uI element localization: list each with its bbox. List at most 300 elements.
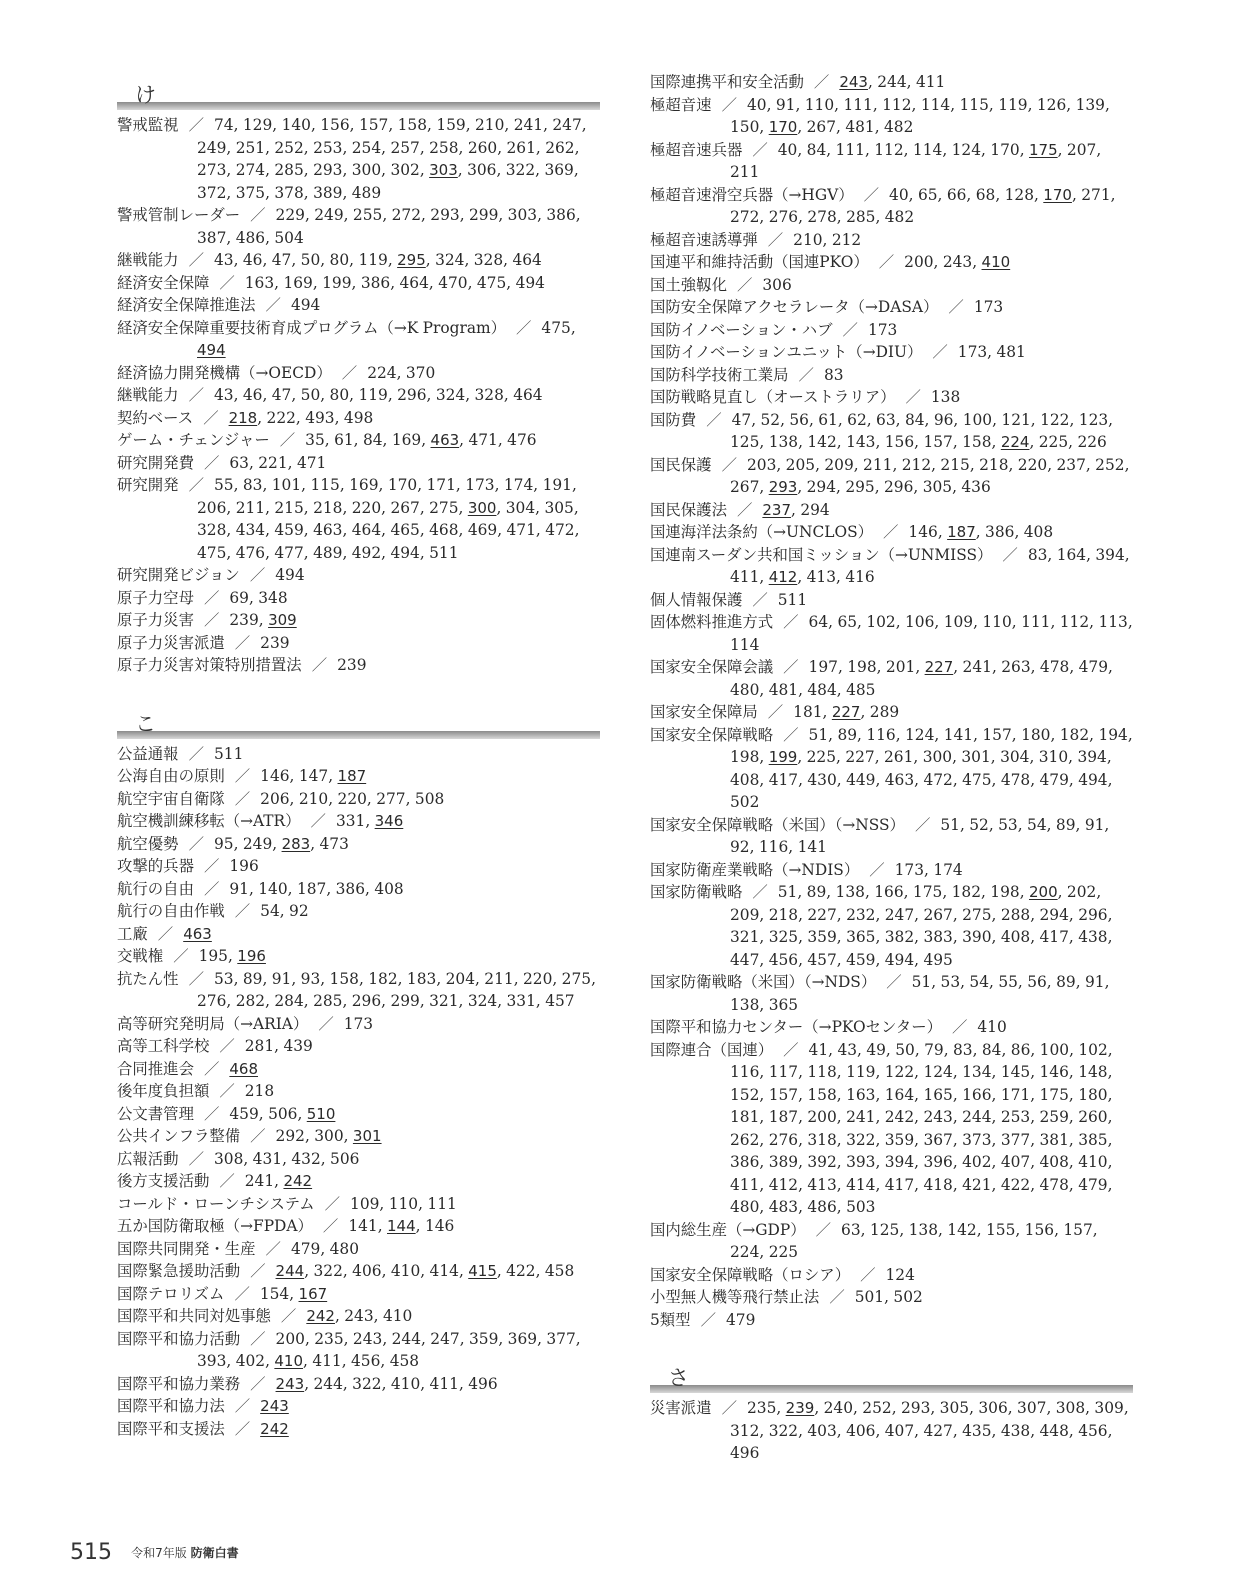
page-ref: 139 [1075, 95, 1105, 114]
page-ref: 55 [213, 476, 234, 494]
page-ref: 110 [388, 1194, 419, 1213]
page-ref: 480 [730, 1198, 760, 1216]
page-ref: 40 [889, 185, 909, 204]
page-ref-primary: 239 [785, 1399, 815, 1417]
index-term: 経済安全保障推進法 [117, 296, 256, 314]
page-ref: 240 [823, 1399, 853, 1417]
page-ref: 239 [229, 611, 259, 629]
index-entry: 警戒監視 ／ 74, 129, 140, 156, 157, 158, 159, 210, 241, 247, 249, 251, 252, 253, 254, 257, 258, 260, 261, 262, 273, 274, 285, 293, 300, 302, 303, 306, 322, 369, 372, 375, 378, 389, 489 [117, 116, 587, 202]
page-ref: 421 [962, 1175, 992, 1194]
page-ref: 318 [807, 1130, 837, 1149]
index-term: 国家安全保障局 [650, 703, 758, 721]
page-ref: 393 [846, 1153, 876, 1171]
separator: ／ [706, 410, 722, 429]
index-term: 固体燃料推進方式 [650, 613, 774, 631]
page-ref: 89 [806, 883, 827, 901]
page-ref: 377 [546, 1329, 576, 1348]
separator: ／ [860, 1265, 876, 1284]
page-ref: 173 [465, 476, 495, 494]
page-ref: 481 [768, 680, 799, 699]
index-entry: 公海自由の原則 ／ 146, 147, 187 [117, 767, 367, 785]
page-ref-primary: 410 [981, 253, 1011, 271]
page-ref: 508 [414, 789, 445, 808]
section-kana: さ [668, 1366, 689, 1390]
page-ref: 469 [467, 521, 498, 539]
page-ref: 163 [846, 1085, 876, 1104]
page-ref: 498 [343, 408, 374, 427]
index-term: 国際平和協力活動 [117, 1329, 241, 1348]
page-ref: 506 [268, 1104, 298, 1123]
page-ref: 365 [768, 995, 799, 1014]
separator: ／ [1002, 545, 1018, 564]
page-ref: 328 [474, 386, 504, 404]
page-ref: 218 [244, 1082, 275, 1100]
index-term: 原子力災害派遣 [117, 633, 225, 652]
page-ref: 187 [296, 879, 327, 898]
page-ref: 150 [730, 118, 760, 136]
index-entry: 極超音速兵器 ／ 40, 84, 111, 112, 114, 124, 170, 175, 207, 211 [650, 140, 1102, 181]
page-ref: 261 [884, 748, 914, 766]
page-ref: 187 [768, 1108, 799, 1126]
index-entry: 高等工科学校 ／ 281, 439 [117, 1037, 313, 1055]
page-ref: 267 [390, 498, 420, 517]
page-ref: 275 [561, 969, 592, 988]
separator: ／ [311, 656, 328, 674]
page-ref: 225 [768, 1243, 799, 1261]
page-ref: 56 [1027, 973, 1047, 991]
page-ref: 125 [730, 433, 760, 451]
separator: ／ [250, 1329, 266, 1348]
page-ref: 410 [977, 1018, 1007, 1036]
index-entry [117, 1058, 600, 1081]
page-ref: 53 [940, 973, 961, 991]
page-ref: 100 [962, 410, 993, 429]
page-ref: 129 [242, 116, 273, 134]
index-entry: 抗たん性 ／ 53, 89, 91, 93, 158, 182, 183, 204, 211, 220, 275, 276, 282, 284, 285, 296, 299, 321, 324, 331, 457 [117, 969, 596, 1010]
separator: ／ [203, 611, 220, 629]
page-ref: 382 [884, 928, 915, 946]
page-ref-primary: 412 [768, 568, 798, 586]
separator: ／ [842, 320, 858, 339]
page-ref: 118 [807, 1063, 837, 1081]
page-ref: 369 [544, 161, 574, 179]
page-ref: 408 [1039, 1153, 1069, 1171]
page-ref: 471 [468, 431, 498, 449]
page-ref: 300 [314, 1127, 344, 1145]
index-term: 国防安全保障アクセラレータ（→DASA） [650, 298, 939, 316]
page-ref: 119 [358, 251, 388, 269]
page-ref: 204 [445, 969, 475, 988]
index-term: 後年度負担額 [117, 1082, 210, 1100]
page-ref: 325 [768, 928, 799, 946]
page-ref: 417 [768, 770, 799, 789]
page-ref: 413 [806, 568, 837, 586]
page-ref: 115 [310, 476, 340, 494]
page-ref: 322 [768, 1421, 799, 1440]
page-ref: 263 [1001, 658, 1031, 676]
page-ref: 331 [335, 812, 366, 830]
page-ref: 249 [314, 206, 344, 224]
index-term: 個人情報保護 [650, 590, 743, 609]
index-entry: 研究開発 ／ 55, 83, 101, 115, 169, 170, 171, 173, 174, 191, 206, 211, 215, 218, 220, 267, 275, 300, 304, 305, 328, 434, 459, 463, 464, 465, 468, 469, 471, 472, 475, 476, 477, 489, 492, 494, 511 [117, 476, 580, 562]
page-ref: 109 [350, 1194, 380, 1213]
index-entry [650, 1309, 1133, 1332]
page-ref: 377 [1000, 1130, 1031, 1149]
page-ref: 49 [866, 1040, 886, 1059]
page-ref: 389 [313, 183, 343, 202]
page-ref: 243 [942, 253, 973, 271]
index-entry: 国内総生産（→GDP） ／ 63, 125, 138, 142, 155, 156, 157, 224, 225 [650, 1220, 1098, 1261]
page-ref: 199 [322, 273, 352, 292]
page-ref: 324 [467, 992, 498, 1010]
separator: ／ [279, 431, 296, 449]
page-ref: 157 [982, 725, 1012, 744]
page-ref: 195 [198, 947, 228, 965]
page-ref: 124 [905, 725, 935, 744]
page-ref: 173 [973, 298, 1004, 316]
page-ref-primary: 309 [268, 611, 297, 629]
page-ref: 241 [846, 1108, 876, 1126]
page-ref: 124 [951, 140, 981, 159]
index-term: 国家安全保障会議 [650, 658, 774, 676]
index-entry: 継戦能力 ／ 43, 46, 47, 50, 80, 119, 295, 324, 328, 464 [117, 251, 542, 269]
page-ref: 274 [235, 161, 266, 179]
page-ref: 142 [807, 433, 837, 451]
page-ref: 92 [730, 838, 750, 856]
page-ref-primary: 410 [274, 1352, 304, 1370]
page-ref: 506 [330, 1149, 360, 1168]
separator: ／ [250, 206, 266, 224]
page-ref: 141 [943, 725, 974, 744]
page-ref: 50 [895, 1040, 915, 1059]
separator: ／ [219, 273, 235, 292]
page-ref: 385 [1078, 1130, 1108, 1149]
page-ref: 220 [351, 498, 382, 517]
page-ref: 447 [730, 950, 760, 969]
page-ref: 114 [730, 635, 760, 654]
index-term: 国防費 [650, 410, 697, 429]
index-entry: 研究開発費 ／ 63, 221, 471 [117, 453, 327, 472]
page-ref: 152 [730, 1085, 760, 1104]
page-ref: 170 [990, 140, 1020, 159]
page-ref: 410 [1078, 1153, 1108, 1171]
page-ref: 148 [1078, 1063, 1108, 1081]
page-ref: 171 [426, 476, 456, 494]
page-ref: 402 [235, 1352, 266, 1370]
index-term: 公共インフラ整備 [117, 1127, 241, 1145]
page-ref: 411 [312, 1352, 342, 1370]
page-ref: 348 [258, 588, 288, 607]
page-ref: 438 [1000, 1421, 1031, 1440]
page-ref: 464 [512, 251, 542, 269]
index-term: 原子力災害 [117, 611, 194, 629]
page-ref: 140 [258, 879, 288, 898]
page-ref: 169 [391, 431, 422, 449]
page-ref: 383 [923, 928, 953, 946]
index-term: 航行の自由作戦 [117, 902, 225, 920]
page-ref: 456 [1078, 1421, 1108, 1440]
page-ref: 117 [768, 1063, 799, 1081]
page-ref: 181 [793, 703, 823, 721]
page-ref: 109 [943, 613, 974, 631]
index-term: 国家防衛産業戦略（→NDIS） [650, 860, 860, 879]
page-ref: 209 [824, 455, 854, 474]
separator: ／ [188, 116, 204, 134]
page-ref: 124 [923, 1063, 953, 1081]
page-ref: 146 [260, 767, 290, 785]
page-ref: 56 [789, 410, 809, 429]
page-ref: 406 [352, 1262, 382, 1280]
separator: ／ [234, 902, 251, 920]
separator: ／ [700, 1310, 716, 1329]
page-ref: 254 [351, 138, 382, 157]
index-term: 国際テロリズム [117, 1284, 225, 1303]
page-ref: 243 [352, 1329, 383, 1348]
page-ref: 386 [360, 273, 391, 292]
page-ref: 475 [476, 273, 507, 292]
page-ref: 494 [290, 296, 321, 314]
index-entry: 国際平和協力活動 ／ 200, 235, 243, 244, 247, 359, 369, 377, 393, 402, 410, 411, 456, 458 [117, 1329, 581, 1370]
page-ref: 276 [768, 1130, 799, 1149]
page-ref: 156 [884, 433, 915, 451]
index-term: 国際連携平和安全活動 [650, 73, 804, 91]
separator: ／ [203, 857, 220, 875]
index-entry: 極超音速 ／ 40, 91, 110, 111, 112, 114, 115, 119, 126, 139, 150, 170, 267, 481, 482 [650, 95, 1110, 136]
page-ref: 359 [884, 1130, 915, 1149]
index-term: 国際平和協力センター（→PKOセンター） [650, 1018, 942, 1036]
index-entry: 国防費 ／ 47, 52, 56, 61, 62, 63, 84, 96, 100, 121, 122, 123, 125, 138, 142, 143, 156, 157, 158, 224, 225, 226 [650, 410, 1114, 451]
page-ref: 183 [406, 969, 437, 988]
separator: ／ [829, 1288, 845, 1306]
page-ref: 432 [291, 1149, 321, 1168]
page-ref: 227 [845, 748, 875, 766]
page-ref: 479 [725, 1310, 756, 1329]
page-ref: 241 [244, 1172, 275, 1190]
section-kana: け [135, 83, 156, 107]
separator: ／ [188, 1149, 204, 1168]
page-ref: 68 [975, 185, 996, 204]
page-ref: 122 [1040, 410, 1070, 429]
page-ref: 91 [775, 95, 796, 114]
page-ref: 55 [998, 973, 1018, 991]
index-entry: 航空機訓練移転（→ATR） ／ 331, 346 [117, 812, 404, 830]
separator: ／ [219, 1082, 235, 1100]
page-ref: 66 [946, 185, 967, 204]
separator: ／ [736, 500, 753, 519]
page-ref: 483 [768, 1198, 799, 1216]
page-ref: 478 [1039, 658, 1070, 676]
separator: ／ [234, 633, 251, 652]
page-ref: 489 [313, 543, 343, 562]
separator: ／ [783, 1040, 799, 1059]
index-term: 国内総生産（→GDP） [650, 1220, 806, 1239]
page-ref: 501 [854, 1288, 885, 1306]
page-ref: 181 [730, 1108, 760, 1126]
separator: ／ [905, 388, 921, 406]
page-ref: 244 [391, 1329, 421, 1348]
page-ref: 417 [884, 1175, 915, 1194]
section-rule [650, 1385, 1133, 1393]
page-ref: 386 [546, 206, 576, 224]
index-term: 国際平和協力法 [117, 1397, 225, 1415]
page-ref: 486 [235, 228, 266, 247]
page-ref: 200 [904, 253, 934, 271]
page-ref: 456 [768, 950, 799, 969]
page-ref: 331 [506, 992, 536, 1010]
page-ref-primary: 243 [839, 73, 868, 91]
page-ref: 301 [961, 748, 991, 766]
page-ref: 157 [768, 1085, 799, 1104]
index-entry [117, 1080, 600, 1103]
page-ref: 200 [275, 1329, 305, 1348]
page-ref: 260 [467, 138, 498, 157]
page-ref: 171 [1000, 1085, 1031, 1104]
page-ref: 456 [351, 1352, 381, 1370]
index-entry: 五か国防衛取極（→FPDA） ／ 141, 144, 146 [117, 1217, 455, 1235]
index-entry: 国連平和維持活動（国連PKO） ／ 200, 243, 410 [650, 253, 1011, 271]
page-ref: 158 [329, 969, 359, 988]
page-ref: 359 [468, 1329, 499, 1348]
separator: ／ [188, 251, 204, 269]
page-ref: 480 [730, 680, 760, 699]
page-ref: 198 [990, 883, 1020, 901]
separator: ／ [250, 1127, 266, 1145]
page-ref: 54 [260, 902, 280, 920]
index-term: 五か国防衛取極（→FPDA） [117, 1217, 313, 1235]
page-ref: 394 [884, 1153, 915, 1171]
page-ref: 293 [430, 206, 460, 224]
page-ref: 201 [885, 658, 916, 676]
page-ref: 475 [962, 770, 992, 789]
separator: ／ [322, 1217, 339, 1235]
page-ref: 262 [545, 138, 575, 157]
page-ref: 243 [923, 1108, 953, 1126]
page-ref: 138 [768, 433, 799, 451]
page-ref: 277 [376, 789, 406, 808]
page-ref: 300 [351, 161, 382, 179]
page-ref: 141 [348, 1217, 378, 1235]
page-ref-primary: 242 [306, 1307, 335, 1325]
page-ref: 293 [900, 1399, 931, 1417]
index-term: 研究開発費 [117, 453, 194, 472]
page-ref: 299 [468, 206, 499, 224]
page-ref: 243 [344, 1307, 374, 1325]
page-ref: 304 [505, 498, 536, 517]
page-ref: 394 [1095, 545, 1125, 564]
page-ref: 503 [846, 1198, 876, 1216]
index-entry: 公共インフラ整備 ／ 292, 300, 301 [117, 1127, 382, 1145]
separator: ／ [752, 140, 768, 159]
separator: ／ [203, 1059, 220, 1078]
page-ref: 110 [982, 613, 1012, 631]
page-ref: 414 [429, 1262, 459, 1280]
page-ref-primary: 415 [468, 1262, 497, 1280]
page-ref: 464 [513, 386, 543, 404]
page-ref: 321 [429, 992, 459, 1010]
page-ref: 511 [429, 543, 459, 562]
page-ref: 402 [962, 1153, 992, 1171]
page-ref: 464 [351, 521, 382, 539]
page-ref: 122 [884, 1063, 915, 1081]
index-entry [650, 589, 1133, 612]
page-ref: 112 [874, 140, 904, 159]
page-ref: 220 [522, 969, 553, 988]
page-ref: 140 [281, 116, 311, 134]
index-term: 原子力災害対策特別措置法 [117, 656, 302, 674]
page-ref: 477 [274, 543, 304, 562]
page-ref: 124 [885, 1265, 915, 1284]
page-ref: 194 [1098, 725, 1128, 744]
page-ref: 306 [467, 161, 497, 179]
index-entry [650, 386, 1133, 409]
page-ref: 381 [1039, 1130, 1069, 1149]
page-ref: 289 [869, 703, 900, 721]
page-ref: 221 [258, 453, 288, 472]
page-ref: 394 [1077, 748, 1107, 766]
index-entry: 後方支援活動 ／ 241, 242 [117, 1172, 313, 1190]
page-ref: 207 [1066, 140, 1097, 159]
page-ref: 63 [229, 453, 249, 472]
page-ref: 407 [884, 1421, 915, 1440]
separator: ／ [318, 1014, 334, 1033]
page-ref: 292 [275, 1127, 305, 1145]
page-ref: 164 [884, 1085, 915, 1104]
separator: ／ [234, 1419, 251, 1438]
page-ref: 93 [300, 969, 321, 988]
page-ref: 225 [806, 748, 837, 766]
page-ref: 502 [893, 1288, 923, 1306]
index-term: 研究開発ビジョン [117, 566, 240, 584]
page-ref: 262 [730, 1130, 760, 1149]
index-entry: 警戒管制レーダー ／ 229, 249, 255, 272, 293, 299, 303, 386, 387, 486, 504 [117, 206, 581, 247]
page-ref: 369 [507, 1329, 538, 1348]
page-ref: 232 [846, 905, 876, 924]
page-ref: 235 [314, 1329, 344, 1348]
page-ref: 282 [235, 992, 266, 1010]
page-ref: 125 [869, 1220, 900, 1239]
index-term: 極超音速誘導弾 [650, 230, 758, 249]
page-ref: 226 [1077, 433, 1107, 451]
page-ref: 504 [274, 228, 304, 247]
page-ref: 408 [1000, 928, 1031, 946]
page-ref: 489 [351, 183, 382, 202]
index-term: 公文書管理 [117, 1104, 194, 1123]
index-term: 継戦能力 [117, 386, 179, 404]
page-ref: 448 [1039, 1421, 1069, 1440]
index-entry: 契約ベース ／ 218, 222, 493, 498 [117, 408, 374, 427]
page-ref: 51 [777, 883, 798, 901]
page-ref: 422 [506, 1262, 536, 1280]
page-ref: 476 [235, 543, 266, 562]
page-ref: 267 [806, 118, 837, 136]
index-term: 極超音速滑空兵器（→HGV） [650, 185, 854, 204]
page-ref: 180 [1021, 725, 1051, 744]
page-ref: 110 [804, 95, 835, 114]
page-ref: 169 [349, 476, 379, 494]
page-ref: 113 [1098, 613, 1128, 631]
page-ref: 294 [806, 478, 837, 496]
page-ref: 54 [969, 973, 990, 991]
page-ref: 294 [1039, 905, 1069, 924]
page-ref: 128 [1004, 185, 1034, 204]
page-ref: 436 [961, 478, 991, 496]
page-ref: 273 [197, 161, 227, 179]
page-ref: 165 [923, 1085, 953, 1104]
index-term: 災害派遣 [650, 1399, 712, 1417]
page-ref: 212 [831, 230, 862, 249]
index-entry: 国際共同開発・生産 ／ 479, 480 [117, 1239, 360, 1258]
publication-title: 防衛白書 [190, 1546, 239, 1560]
